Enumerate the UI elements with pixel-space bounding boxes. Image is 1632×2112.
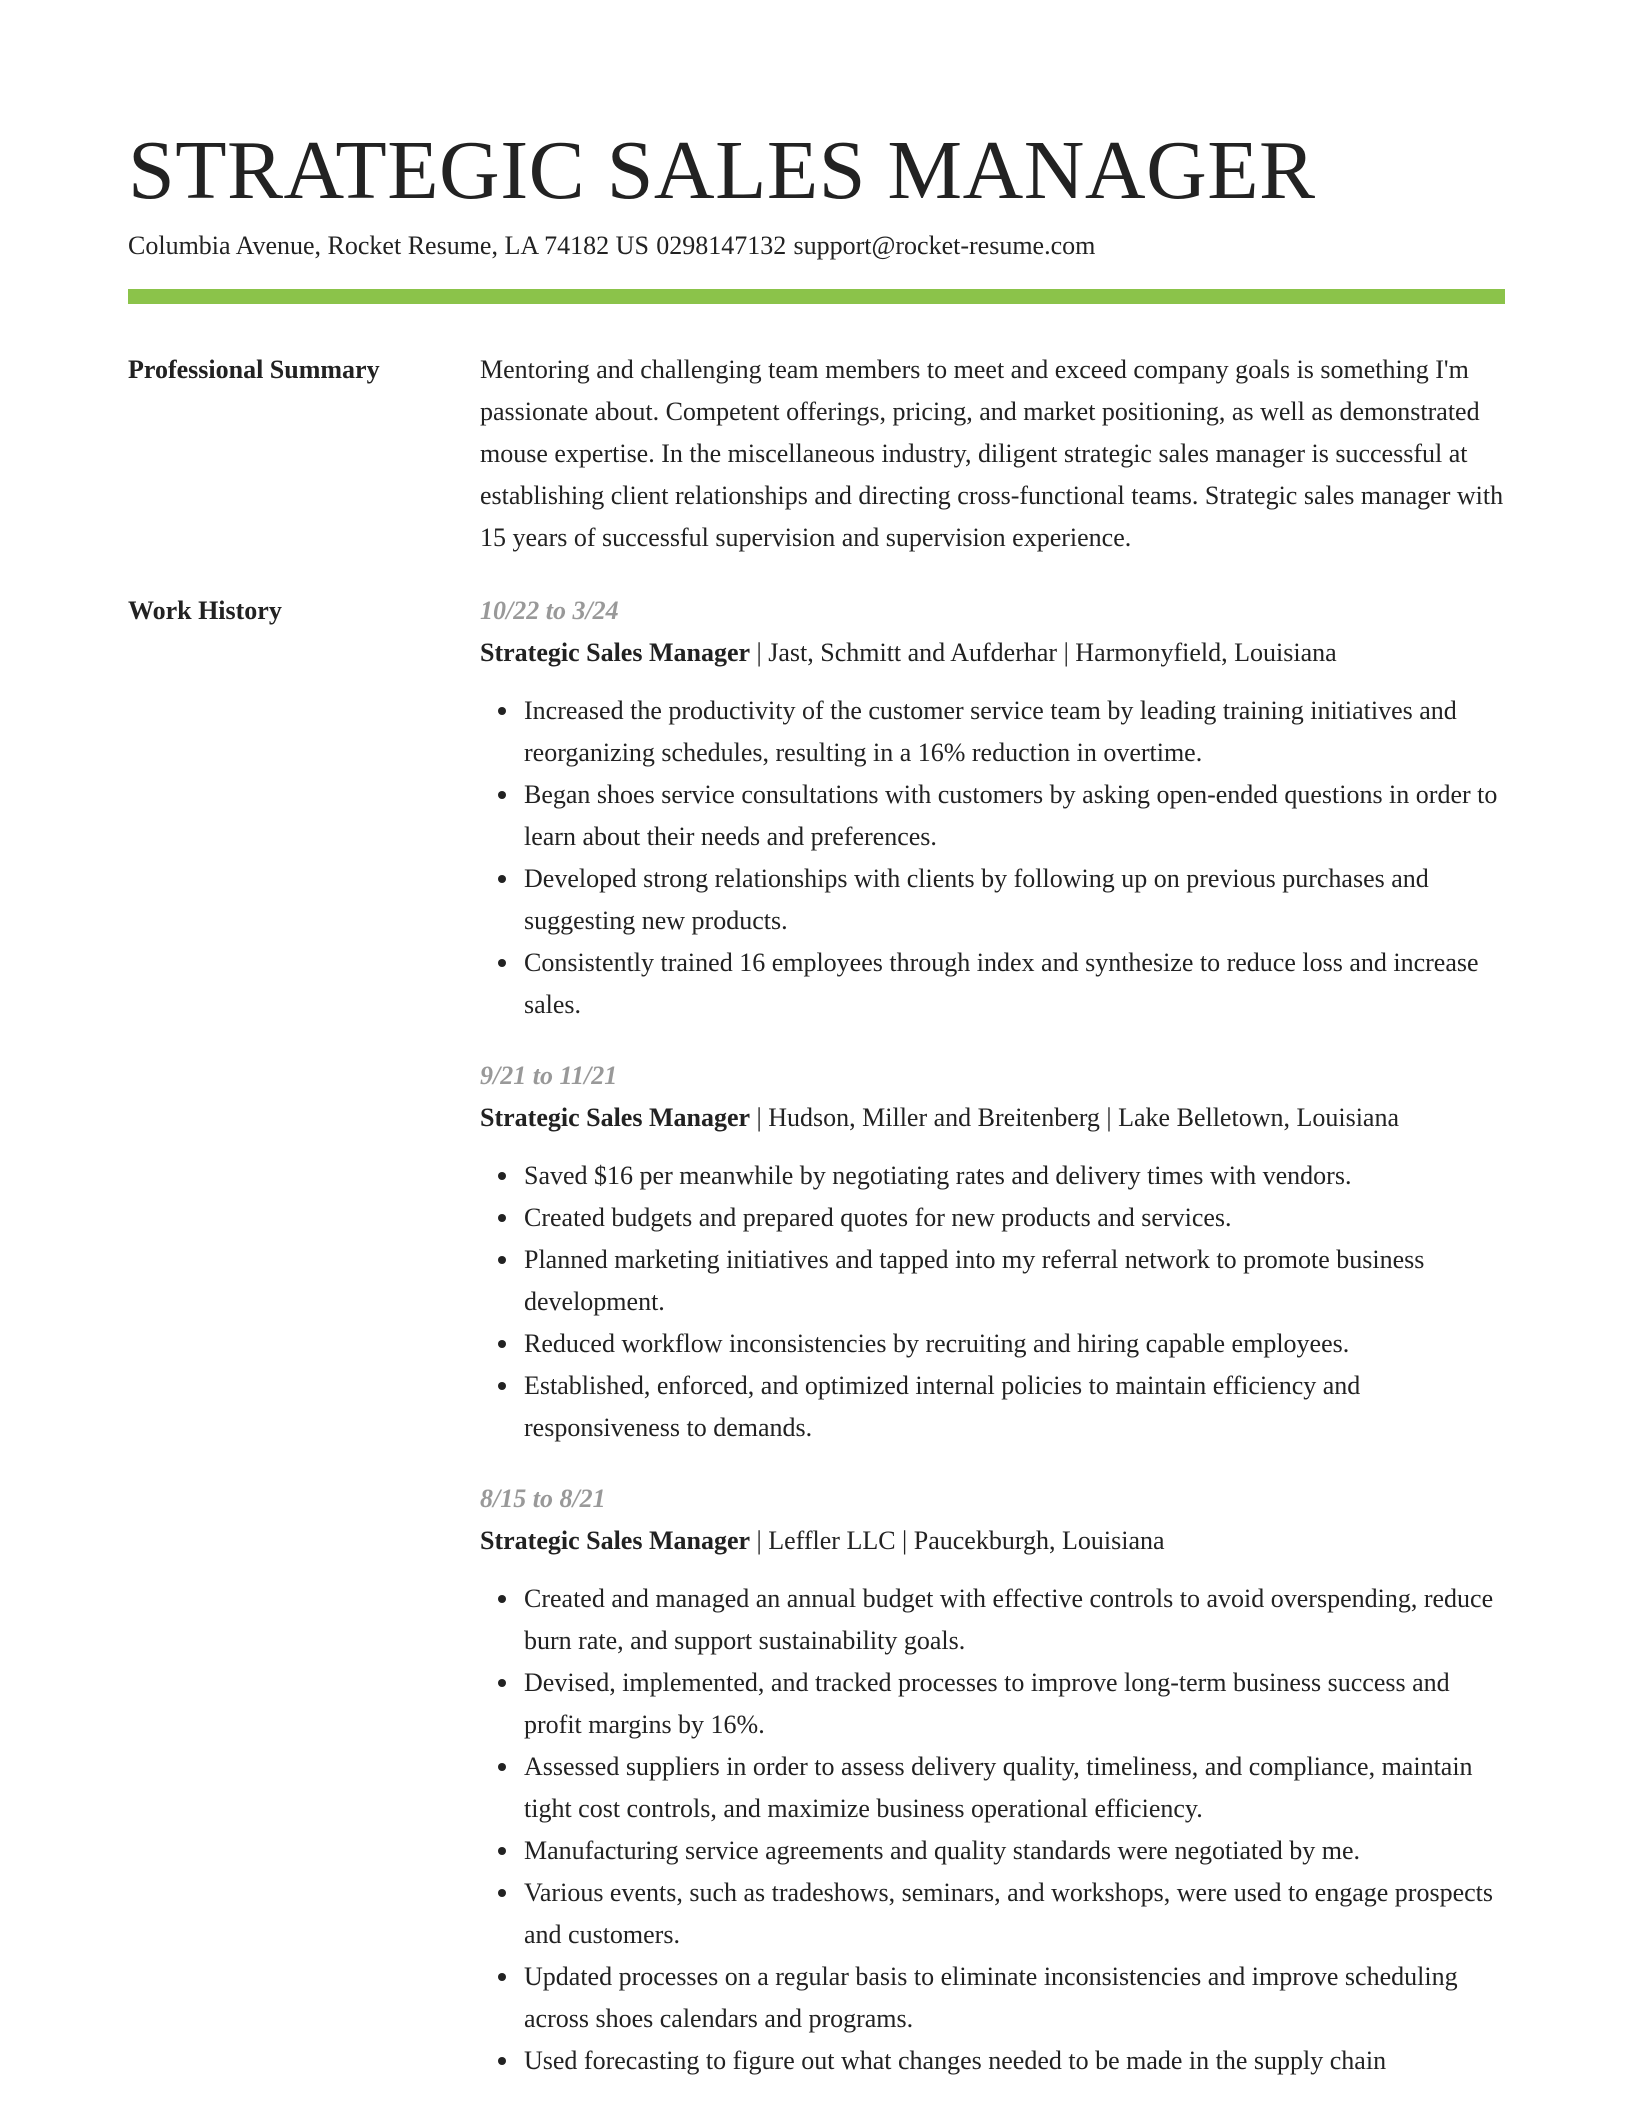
job-employer-location: | Leffler LLC | Paucekburgh, Louisiana xyxy=(750,1526,1165,1555)
job-bullet: Planned marketing initiatives and tapped into my referral network to promote business development. xyxy=(524,1239,1505,1323)
job-title: Strategic Sales Manager xyxy=(480,1526,751,1555)
resume-page xyxy=(128,0,1505,2082)
job-employer-location: | Hudson, Miller and Breitenberg | Lake Belletown, Louisiana xyxy=(750,1103,1399,1132)
job-bullet: Established, enforced, and optimized internal policies to maintain efficiency and responsiveness to demands. xyxy=(524,1365,1505,1449)
job-title: Strategic Sales Manager xyxy=(480,638,751,667)
section-heading-summary: Professional Summary xyxy=(128,355,380,384)
job-bullet-list xyxy=(480,690,1505,1026)
job-bullet: Saved $16 per meanwhile by negotiating rates and delivery times with vendors. xyxy=(524,1155,1505,1197)
summary-body xyxy=(480,349,1505,559)
job-bullet: Various events, such as tradeshows, seminars, and workshops, were used to engage prospects and customers. xyxy=(524,1872,1505,1956)
job-bullet: Increased the productivity of the customer service team by leading training initiatives and reorganizing schedules, resulting in a 16% reduction in overtime. xyxy=(524,690,1505,774)
job-title-line xyxy=(480,632,1505,674)
job-employer-location: | Jast, Schmitt and Aufderhar | Harmonyfield, Louisiana xyxy=(750,638,1337,667)
contact-phone: 0298147132 xyxy=(656,231,787,260)
contact-address: Columbia Avenue, Rocket Resume, LA 74182 US xyxy=(128,231,649,260)
header-divider xyxy=(128,289,1505,304)
job-dates: 9/21 to 11/21 xyxy=(480,1061,618,1090)
work-history-section xyxy=(128,590,1505,2082)
contact-email: support@rocket-resume.com xyxy=(793,231,1096,260)
job-bullet: Updated processes on a regular basis to eliminate inconsistencies and improve scheduling across shoes calendars and programs. xyxy=(524,1956,1505,2040)
job-bullet: Used forecasting to figure out what changes needed to be made in the supply chain xyxy=(524,2040,1505,2082)
job-title-line xyxy=(480,1520,1505,1562)
section-heading-work-history: Work History xyxy=(128,596,282,625)
job-bullet: Manufacturing service agreements and quality standards were negotiated by me. xyxy=(524,1830,1505,1872)
job-dates: 10/22 to 3/24 xyxy=(480,596,619,625)
job-title-line xyxy=(480,1097,1505,1139)
job-bullet: Consistently trained 16 employees through index and synthesize to reduce loss and increase sales. xyxy=(524,942,1505,1026)
contact-line xyxy=(128,230,1505,262)
job-entry xyxy=(480,1478,1505,2082)
job-entry xyxy=(480,1055,1505,1449)
job-title: Strategic Sales Manager xyxy=(480,1103,751,1132)
job-bullet: Devised, implemented, and tracked processes to improve long-term business success and profit margins by 16%. xyxy=(524,1662,1505,1746)
professional-summary-section xyxy=(128,349,1505,559)
job-entry xyxy=(480,590,1505,1026)
job-bullet: Created budgets and prepared quotes for new products and services. xyxy=(524,1197,1505,1239)
job-bullet-list xyxy=(480,1155,1505,1449)
job-bullet: Created and managed an annual budget with effective controls to avoid overspending, reduce burn rate, and support sustainability goals. xyxy=(524,1578,1505,1662)
candidate-name: STRATEGIC SALES MANAGER xyxy=(128,124,1316,217)
job-bullet: Assessed suppliers in order to assess delivery quality, timeliness, and compliance, maintain tight cost controls, and maximize business operational efficiency. xyxy=(524,1746,1505,1830)
summary-text: Mentoring and challenging team members to meet and exceed company goals is something I'm passionate about. Competent offerings, pricing, and market positioning, as well as demonstrated mouse expertise. In the miscellaneous industry, diligent strategic sales manager is successful at establishing client relationships and directing cross-functional teams. Strategic sales manager with 15 years of successful supervision and supervision experience. xyxy=(480,355,1504,552)
job-bullet: Developed strong relationships with clients by following up on previous purchases and suggesting new products. xyxy=(524,858,1505,942)
work-history-body xyxy=(480,590,1505,2082)
job-bullet: Reduced workflow inconsistencies by recruiting and hiring capable employees. xyxy=(524,1323,1505,1365)
job-bullet-list xyxy=(480,1578,1505,2082)
job-bullet: Began shoes service consultations with customers by asking open-ended questions in order to learn about their needs and preferences. xyxy=(524,774,1505,858)
job-dates: 8/15 to 8/21 xyxy=(480,1484,606,1513)
